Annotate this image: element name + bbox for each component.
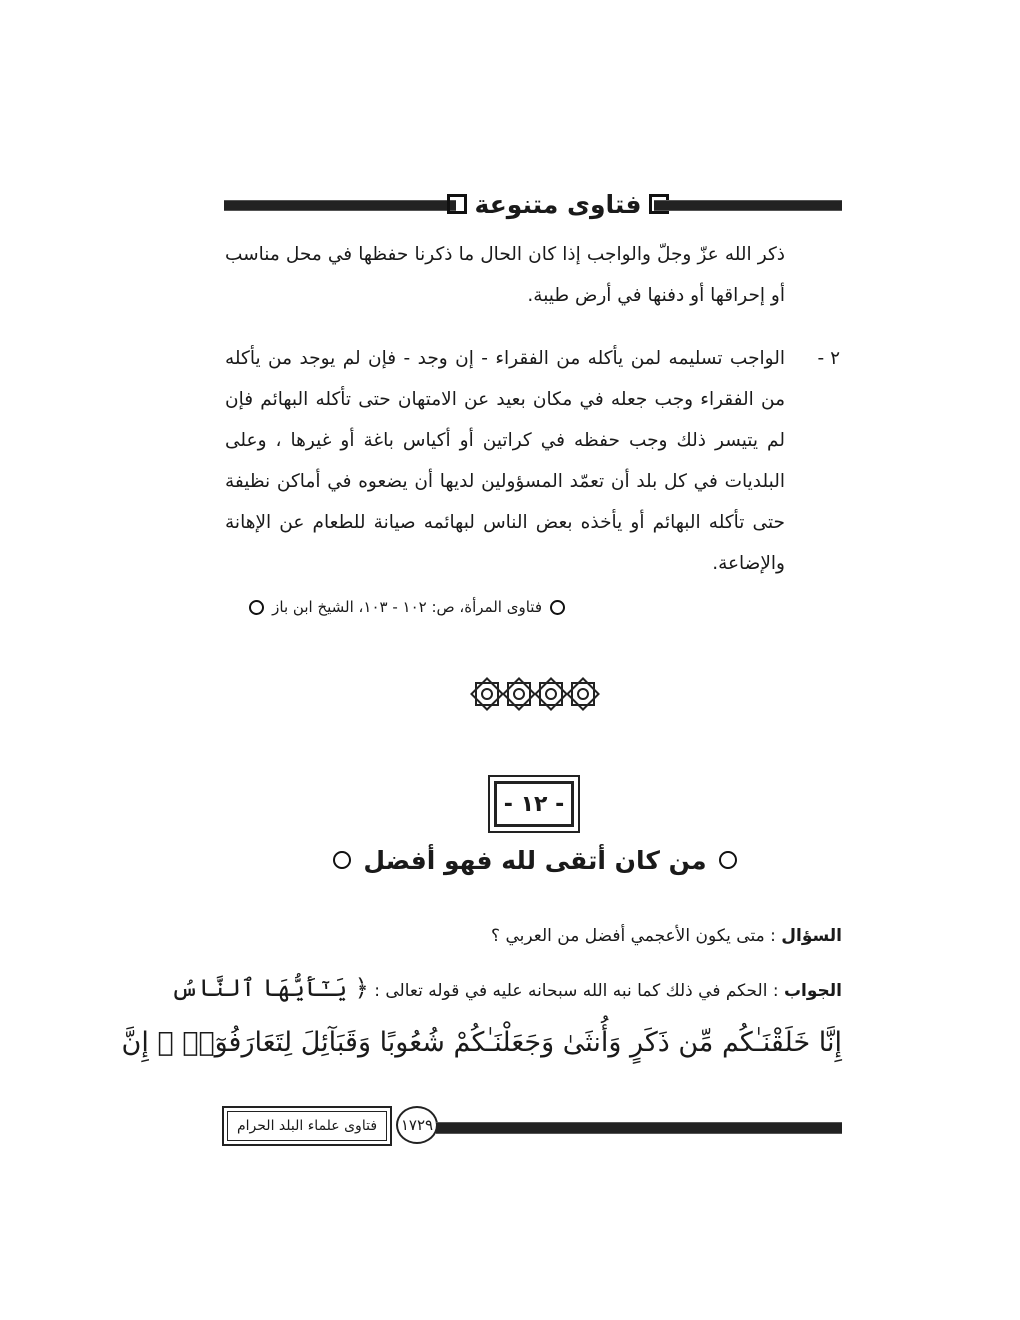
circle-bullet-icon [333, 851, 351, 869]
section-title-text: من كان أتقى لله فهو أفضل [363, 845, 707, 875]
quran-verse-line: إِنَّا خَلَقْنَـٰكُم مِّن ذَكَرٍ وَأُنثَىٰ وَجَعَلْنَـٰكُمْ شُعُوبًا وَقَبَآئِلَ لِتَعَارَفُوٓا۟ ۚ إِنَّ [121, 1027, 842, 1058]
paragraph-item-2: الواجب تسليمه لمن يأكله من الفقراء - إن وجد - فإن لم يوجد من يأكله من الفقراء وجب جعله في مكان بعيد عن الامتهان حتى تأكله البهائم فإن لم يتيسر ذلك وجب حفظه في كراتين أو أكياس باغة أو غيرها ، وعلى البلديات في كل بلد أن تعمّد المسؤولين لديها أن يضعوه في أماكن نظيفة حتى تأكله البهائم أو يأخذه بعض الناس لبهائمه صيانة للطعام عن الإهانة والإضاعة. [225, 348, 785, 574]
question-text: : متى يكون الأعجمي أفضل من العربي ؟ [491, 926, 776, 946]
book-title: فتاوى علماء البلد الحرام [227, 1111, 387, 1141]
section-number-box [488, 775, 580, 833]
circle-bullet-icon [550, 600, 565, 615]
star-ornament-icon [503, 678, 534, 709]
source-citation [225, 592, 565, 622]
header-rule-left [224, 200, 456, 211]
header-title [472, 186, 644, 222]
star-ornament-icon [535, 678, 566, 709]
section-title [363, 838, 707, 882]
ornament-divider [470, 676, 600, 718]
star-ornament-icon [567, 678, 598, 709]
page-header [224, 184, 842, 224]
page-number: ١٧٢٩ [396, 1106, 438, 1144]
book-title-box [222, 1106, 392, 1146]
square-bullet-icon [447, 194, 467, 214]
circle-bullet-icon [719, 851, 737, 869]
question [480, 920, 842, 952]
footer-rule [436, 1122, 842, 1134]
question-label: السؤال [781, 926, 842, 946]
header-title-text: فتاوى متنوعة [474, 189, 642, 219]
section-number: - ١٢ - [494, 781, 574, 827]
answer-text: : الحكم في ذلك كما نبه الله سبحانه عليه في قوله تعالى : [374, 981, 779, 1001]
answer [170, 970, 842, 1006]
answer-label: الجواب [783, 981, 842, 1001]
source-citation-text: فتاوى المرأة، ص: ١٠٢ - ١٠٣، الشيخ ابن باز [272, 598, 542, 616]
star-ornament-icon [471, 678, 502, 709]
circle-bullet-icon [249, 600, 264, 615]
header-rule-right [654, 200, 842, 211]
page-footer [222, 1106, 842, 1148]
paragraph-continuation: ذكر الله عزّ وجلّ والواجب إذا كان الحال ما ذكرنا حفظها في محل مناسب أو إحراقها أو دفنها في أرض طيبة. [225, 244, 785, 306]
item-number: ٢ - [817, 348, 840, 369]
verse-start: ﴿ يَـٰٓأَيُّهَا ٱلنَّاسُ [170, 974, 369, 1002]
